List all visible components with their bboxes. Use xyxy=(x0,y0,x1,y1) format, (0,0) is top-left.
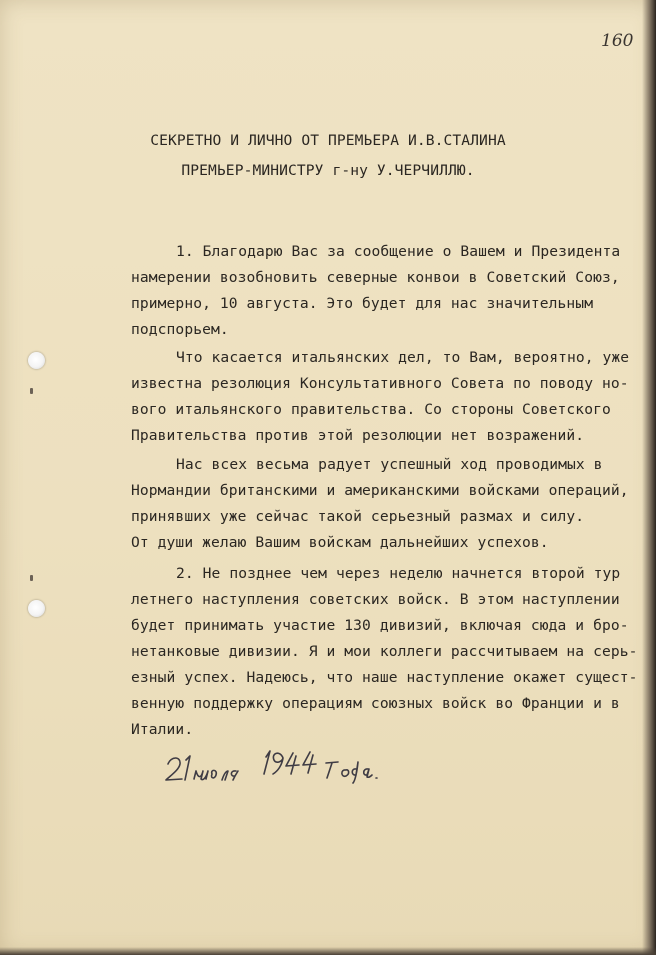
body-line: 1. Благодарю Вас за сообщение о Вашем и Президента xyxy=(176,243,621,260)
body-line: подспорьем. xyxy=(131,321,229,338)
body-line: Италии. xyxy=(131,721,194,738)
body-line: 2. Не позднее чем через неделю начнется второй тур xyxy=(176,565,621,582)
margin-mark xyxy=(30,575,33,581)
body-line: нетанковые дивизии. Я и мои коллеги рассчитываем на серь- xyxy=(131,643,638,660)
body-line: Правительства против этой резолюции нет возражений. xyxy=(131,427,585,444)
body-line: летнего наступления советских войск. В этом наступлении xyxy=(131,591,620,608)
margin-mark xyxy=(30,388,33,394)
page-edge-shadow xyxy=(642,0,656,955)
punch-hole xyxy=(28,600,45,617)
heading-line-2: ПРЕМЬЕР-МИНИСТРУ г-ну У.ЧЕРЧИЛЛЮ. xyxy=(181,162,475,179)
body-line: примерно, 10 августа. Это будет для нас значительным xyxy=(131,295,594,312)
body-line: принявших уже сейчас такой серьезный размах и силу. xyxy=(131,508,585,525)
body-line: намерении возобновить северные конвои в Советский Союз, xyxy=(131,269,620,286)
body-line: Нормандии британскими и американскими войсками операций, xyxy=(131,482,629,499)
body-line: От души желаю Вашим войскам дальнейших успехов. xyxy=(131,534,549,551)
body-line: Нас всех весьма радует успешный ход проводимых в xyxy=(176,456,603,473)
punch-hole xyxy=(28,352,45,369)
heading-line-1: СЕКРЕТНО И ЛИЧНО ОТ ПРЕМЬЕРА И.В.СТАЛИНА xyxy=(150,132,506,149)
body-line: венную поддержку операциям союзных войск во Франции и в xyxy=(131,695,620,712)
body-line: будет принимать участие 130 дивизий, включая сюда и бро- xyxy=(131,617,629,634)
body-line: известна резолюция Консультативного Совета по поводу но- xyxy=(131,375,629,392)
body-line: езный успех. Надеюсь, что наше наступление окажет сущест- xyxy=(131,669,638,686)
page-edge-shadow xyxy=(0,947,656,955)
handwritten-date xyxy=(162,738,392,798)
body-line: Что касается итальянских дел, то Вам, вероятно, уже xyxy=(176,349,630,366)
page-number: 160 xyxy=(601,31,634,51)
body-line: вого итальянского правительства. Со стороны Советского xyxy=(131,401,611,418)
